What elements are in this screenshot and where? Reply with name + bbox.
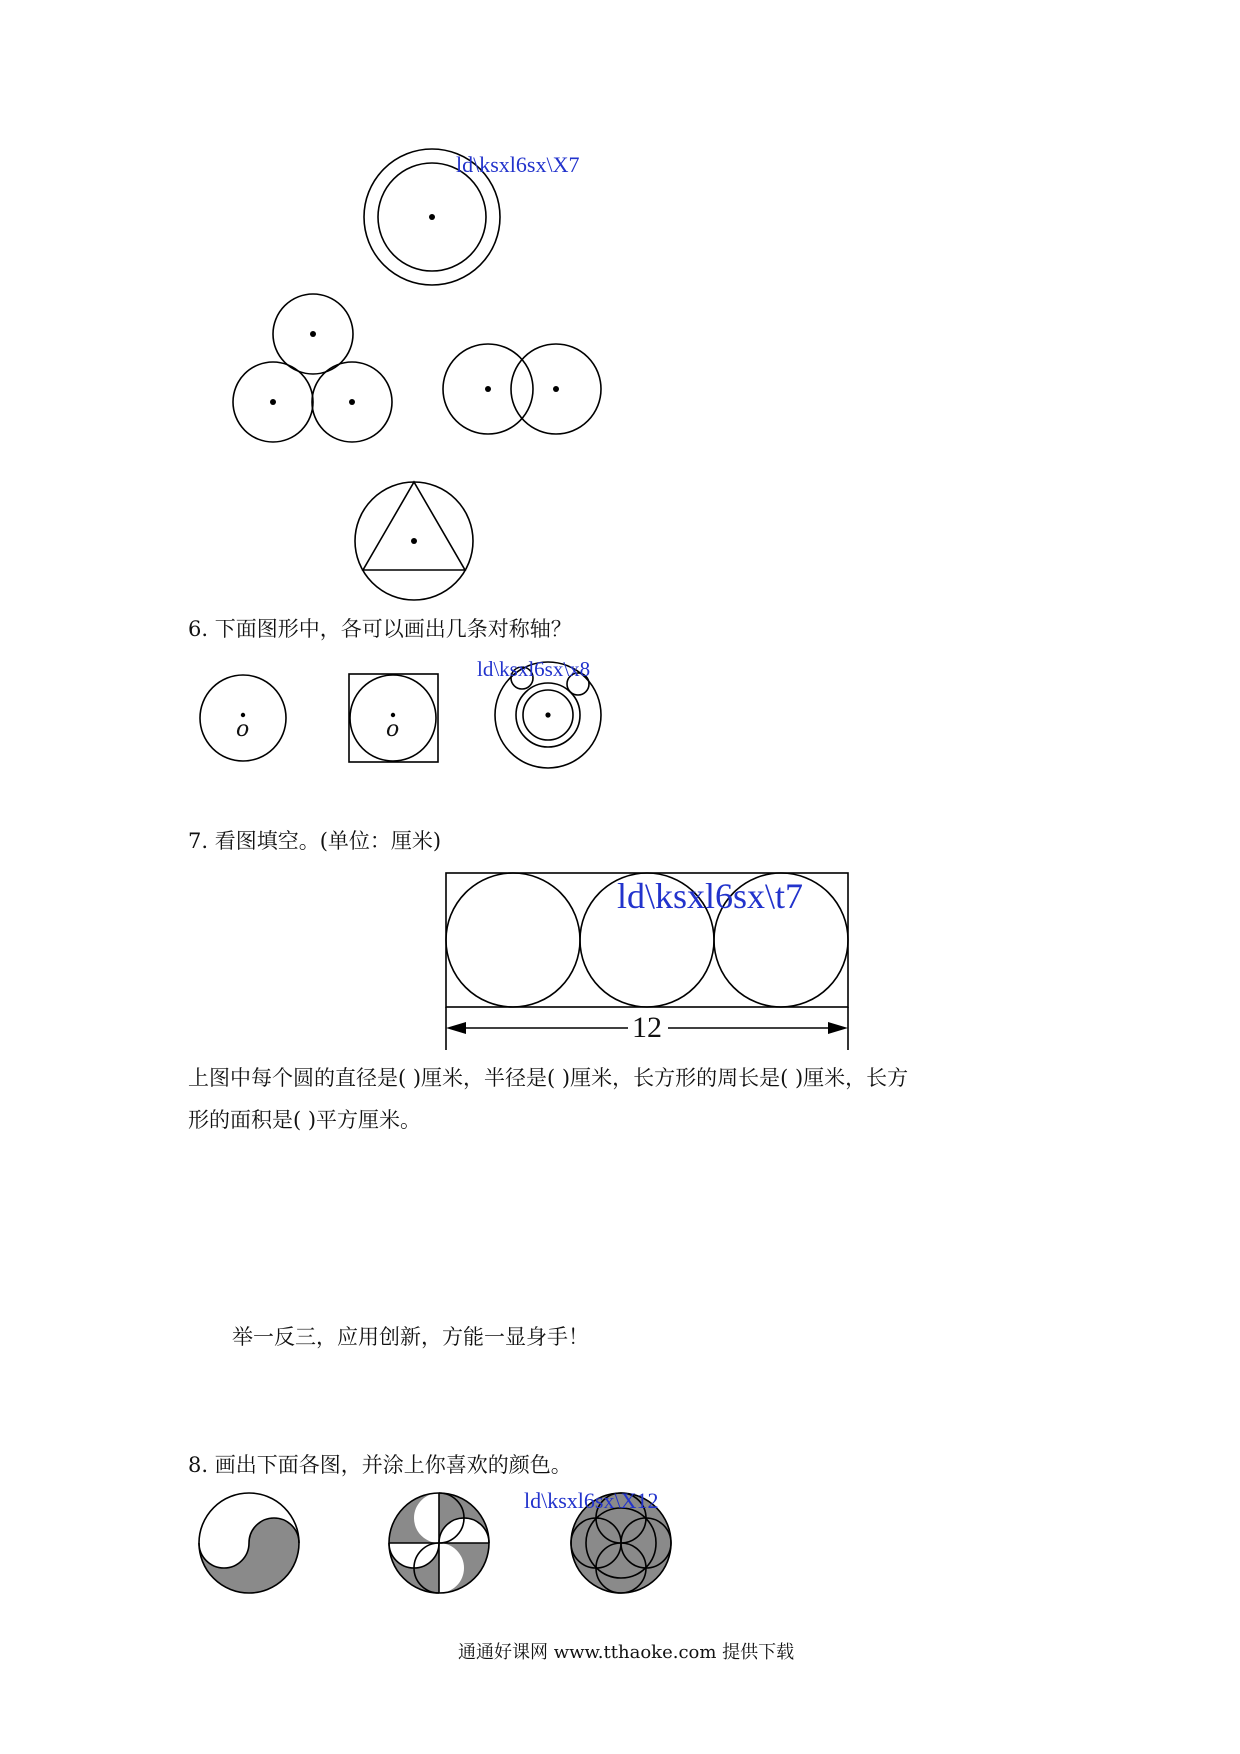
dimension-label: 12: [632, 1011, 662, 1044]
motto-text: 举一反三，应用创新，方能一显身手！: [232, 1325, 589, 1349]
question-7-text: 7. 看图填空。(单位：厘米): [188, 829, 442, 853]
question-8-text: 8. 画出下面各图，并涂上你喜欢的颜色。: [188, 1453, 572, 1477]
page-footer: 通通好课网 www.tthaoke.com 提供下载: [458, 1642, 795, 1663]
watermark-3: ld\ksxl6sx\t7: [617, 876, 804, 916]
question-6-text: 6. 下面图形中，各可以画出几条对称轴？: [188, 617, 572, 641]
center-label-o-1: o: [236, 717, 250, 742]
watermark-1: ld\ksxl6sx\X7: [456, 152, 580, 177]
watermark-2: ld\ksxl6sx\x8: [477, 657, 591, 681]
question-7-blanks-line1: 上图中每个圆的直径是( )厘米，半径是( )厘米，长方形的周长是( )厘米，长方: [188, 1066, 909, 1090]
center-label-o-2: o: [386, 717, 400, 742]
pattern-pinwheel: [389, 1493, 489, 1593]
pattern-yinyang: [199, 1493, 299, 1593]
question-7-blanks-line2: 形的面积是( )平方厘米。: [188, 1108, 422, 1132]
watermark-4: ld\ksxl6sx\X12: [524, 1488, 659, 1513]
